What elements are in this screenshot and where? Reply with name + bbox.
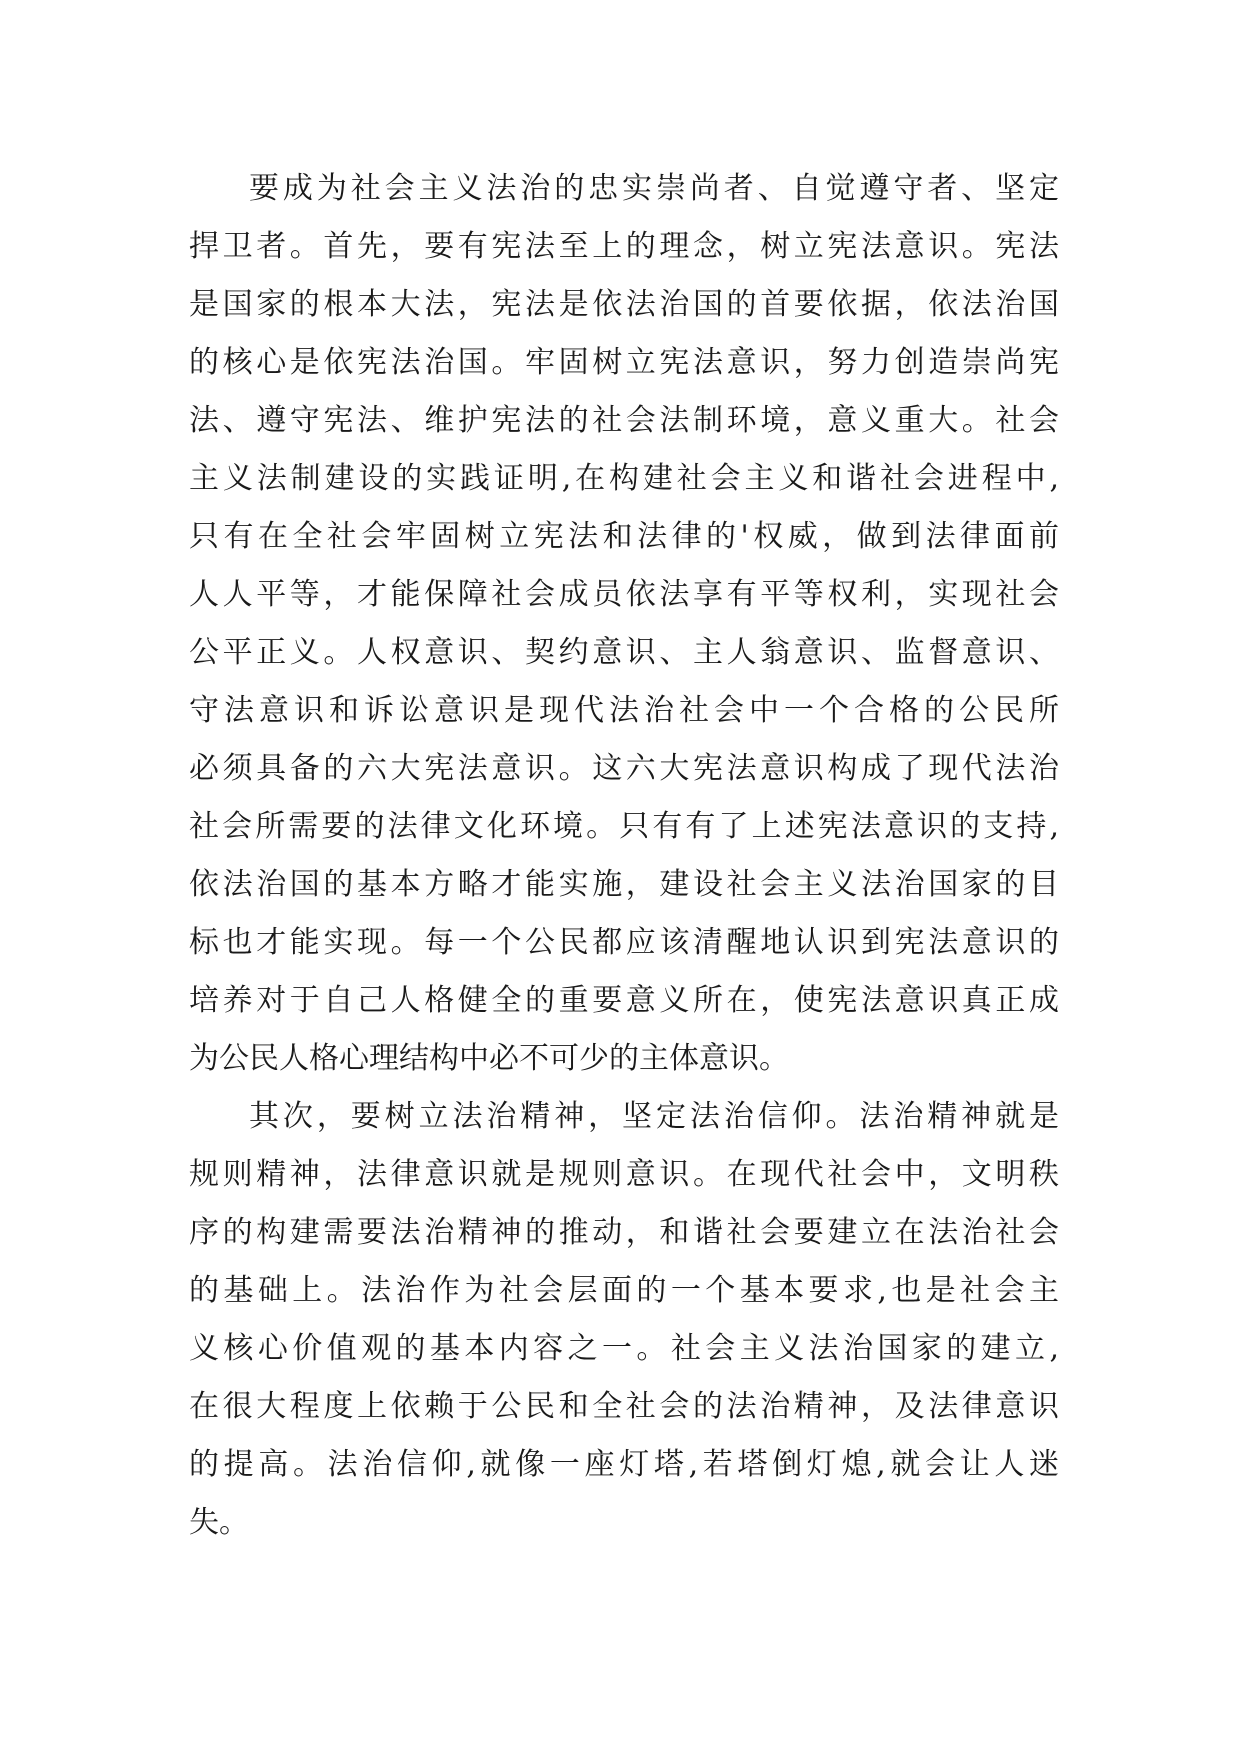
text-line: 为公民人格心理结构中必不可少的主体意识。 bbox=[189, 1041, 789, 1076]
text-line: 是国家的根本大法，宪法是依法治国的首要依据，依法治国 bbox=[189, 287, 1059, 322]
text-line: 要成为社会主义法治的忠实崇尚者、自觉遵守者、坚定 bbox=[249, 171, 1059, 206]
text-line: 依法治国的基本方略才能实施，建设社会主义法治国家的目 bbox=[189, 867, 1059, 902]
text-line: 社会所需要的法律文化环境。只有有了上述宪法意识的支持, bbox=[189, 809, 1059, 844]
text-line: 义核心价值观的基本内容之一。社会主义法治国家的建立, bbox=[189, 1331, 1059, 1366]
text-line: 序的构建需要法治精神的推动，和谐社会要建立在法治社会 bbox=[189, 1215, 1059, 1250]
text-line: 人人平等，才能保障社会成员依法享有平等权利，实现社会 bbox=[189, 577, 1059, 612]
text-line: 失。 bbox=[189, 1505, 249, 1540]
text-line: 必须具备的六大宪法意识。这六大宪法意识构成了现代法治 bbox=[189, 751, 1059, 786]
text-line: 守法意识和诉讼意识是现代法治社会中一个合格的公民所 bbox=[189, 693, 1059, 728]
text-line: 标也才能实现。每一个公民都应该清醒地认识到宪法意识的 bbox=[189, 925, 1059, 960]
text-line: 在很大程度上依赖于公民和全社会的法治精神，及法律意识 bbox=[189, 1389, 1059, 1424]
text-line: 法、遵守宪法、维护宪法的社会法制环境，意义重大。社会 bbox=[189, 403, 1059, 438]
text-line: 其次，要树立法治精神，坚定法治信仰。法治精神就是 bbox=[249, 1099, 1059, 1134]
document-body bbox=[189, 160, 1059, 1552]
text-line: 捍卫者。首先，要有宪法至上的理念，树立宪法意识。宪法 bbox=[189, 229, 1059, 264]
text-line: 培养对于自己人格健全的重要意义所在，使宪法意识真正成 bbox=[189, 983, 1059, 1018]
text-line: 只有在全社会牢固树立宪法和法律的'权威，做到法律面前 bbox=[189, 519, 1059, 554]
paragraph-2 bbox=[189, 1088, 1059, 1552]
text-line: 规则精神，法律意识就是规则意识。在现代社会中，文明秩 bbox=[189, 1157, 1059, 1192]
text-line: 的核心是依宪法治国。牢固树立宪法意识，努力创造崇尚宪 bbox=[189, 345, 1059, 380]
text-line: 公平正义。人权意识、契约意识、主人翁意识、监督意识、 bbox=[189, 635, 1059, 670]
text-line: 的提高。法治信仰,就像一座灯塔,若塔倒灯熄,就会让人迷 bbox=[189, 1447, 1059, 1482]
text-line: 主义法制建设的实践证明,在构建社会主义和谐社会进程中, bbox=[189, 461, 1059, 496]
paragraph-1 bbox=[189, 160, 1059, 1088]
text-line: 的基础上。法治作为社会层面的一个基本要求,也是社会主 bbox=[189, 1273, 1059, 1308]
